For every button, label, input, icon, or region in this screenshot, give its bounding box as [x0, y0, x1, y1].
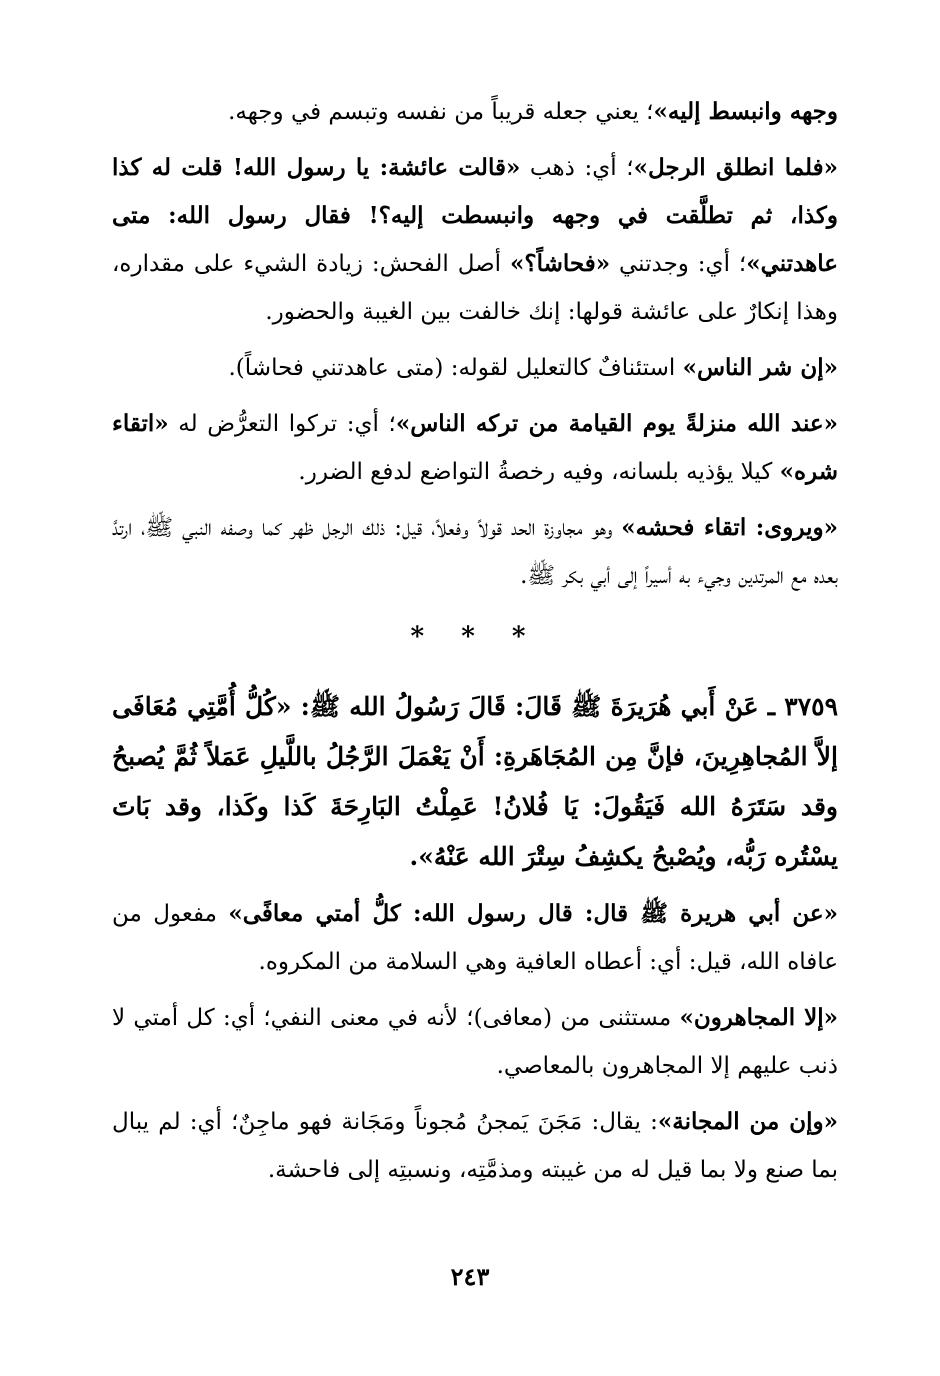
- hadith-number: ٣٧٥٩: [784, 692, 838, 721]
- commentary-text: أصل الفحش: زيادة الشيء على مقداره، وهذا إنكارٌ على عائشة قولها: إنك خالفت بين الغيبة والحضور.: [112, 251, 838, 325]
- bold-phrase: «فحاشاً؟»: [509, 250, 611, 277]
- bold-phrase: «وإن من المجانة»: [657, 1108, 838, 1135]
- commentary-text: ؛ يعني جعله قريباً من نفسه وتبسم في وجهه.: [228, 99, 654, 125]
- commentary-text: كيلا يؤذيه بلسانه، وفيه رخصةُ التواضع لدفع الضرر.: [298, 459, 780, 485]
- bold-phrase: وجهه وانبسط إليه»: [653, 98, 838, 125]
- commentary-text: ؛ أي: ذهب: [520, 155, 634, 181]
- bold-phrase: «قالت عائشة: يا رسول الله! قلت له كذا وكذا، ثم تطلَّقت في وجهه وانبسطت إليه؟! فقال رسول الله: متى عاهدتني»: [112, 154, 839, 277]
- commentary-text: استئنافٌ كالتعليل لقوله: (متى عاهدتني فحاشاً).: [228, 355, 683, 381]
- paragraph-1: [112, 88, 838, 136]
- hadith-body: ـ عَنْ أَبي هُرَيرَةَ ﷺ قَالَ: قَالَ رَسُولُ الله ﷺ: «كُلُّ أُمَّتِي مُعَافَى إلاَّ المُجاهِرِينَ، فإنَّ مِن المُجَاهَرةِ: أَنْ يَعْمَلَ الرَّجُلُ باللَّيلِ عَمَلاً ثُمَّ يُصبحُ وقد سَتَرَهُ الله فَيَقُولَ: يَا فُلانُ! عَمِلْتُ البَارِحَةَ كَذا وكَذا، وقد بَاتَ يسْتُره رَبُّه، ويُصْبحُ يكشِفُ سِتْرَ الله عَنْهُ».: [112, 692, 838, 871]
- bold-phrase: «اتقاء شره»: [112, 410, 838, 485]
- paragraph-7: [112, 994, 838, 1090]
- paragraph-2: [112, 144, 838, 336]
- bold-phrase: «عند الله منزلةً يوم القيامة من تركه الناس»: [395, 410, 838, 437]
- commentary-text: ؛ أي: تركوا التعرُّض له: [168, 411, 396, 437]
- paragraph-3: [112, 344, 838, 392]
- commentary-text: : يقال: مَجَنَ يَمجنُ مُجوناً ومَجَانة فهو ماجِنٌ؛ أي: لم يبال بما صنع ولا بما قيل له من غيبته ومذمَّتِه، ونسبتِه إلى فاحشة.: [112, 1109, 838, 1183]
- paragraph-4: [112, 400, 838, 496]
- hadith-text: [112, 682, 838, 882]
- paragraph-5: [112, 504, 838, 600]
- page-body: [112, 88, 838, 1202]
- commentary-text: وهو مجاوزة الحد قولاً وفعلاً، قيل: ذلك الرجل ظهر كما وصفه النبي ﷺ، ارتدَّ بعده مع المرتدين وجيء به أسيراً إلى أبي بكر ﷺ.: [112, 515, 838, 589]
- commentary-text: ؛ أي: وجدتني: [610, 251, 747, 277]
- paragraph-8: [112, 1098, 838, 1194]
- bold-phrase: «إلا المجاهرون»: [679, 1004, 838, 1031]
- page-number: ٢٤٣: [450, 1262, 490, 1291]
- section-divider: * * *: [410, 622, 540, 652]
- bold-phrase: «ويروى: اتقاء فحشه»: [621, 514, 838, 541]
- bold-phrase: «إن شر الناس»: [682, 354, 838, 381]
- bold-phrase: «فلما انطلق الرجل»: [633, 154, 839, 181]
- commentary-text: مفعول من عافاه الله، قيل: أي: أعطاه العافية وهي السلامة من المكروه.: [112, 901, 838, 975]
- paragraph-6: [112, 890, 838, 986]
- commentary-text: مستثنى من (معافى)؛ لأنه في معنى النفي؛ أي: كل أمتي لا ذنب عليهم إلا المجاهرون بالمعاصي.: [112, 1005, 838, 1079]
- bold-phrase: «عن أبي هريرة ﷺ قال: قال رسول الله: كلُّ أمتي معافًى»: [228, 900, 839, 927]
